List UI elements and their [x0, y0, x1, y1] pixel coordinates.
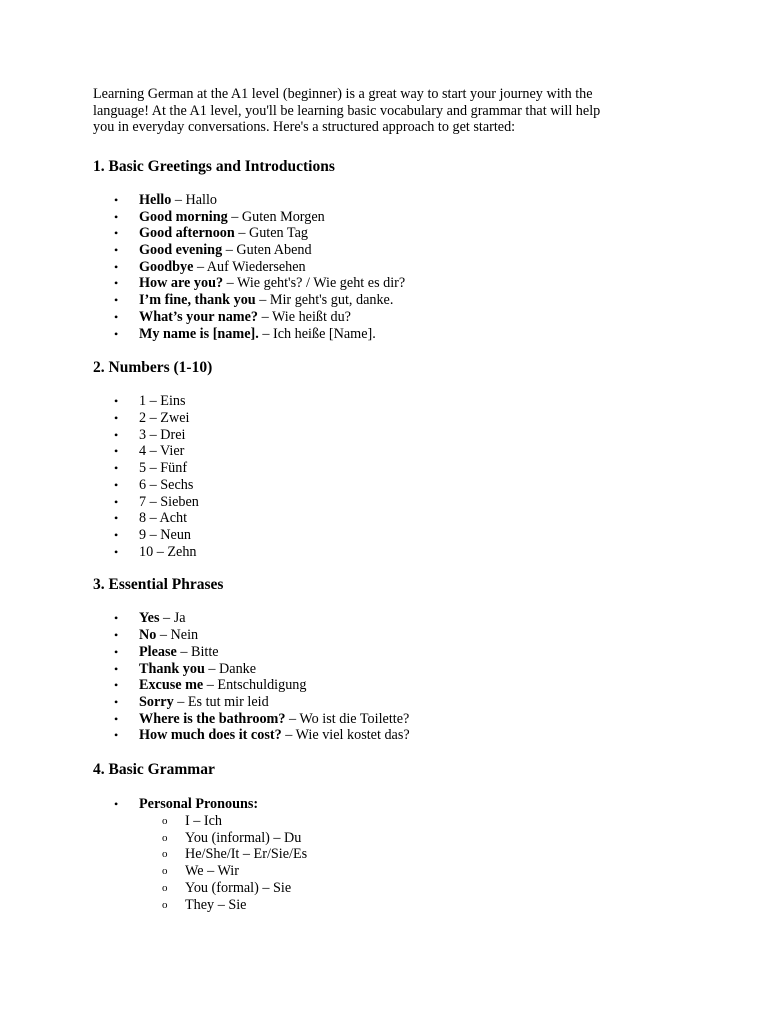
bullet-icon: •: [114, 494, 119, 509]
section-heading-phrases: 3. Essential Phrases: [93, 576, 224, 594]
term: Yes: [139, 610, 160, 627]
bullet-icon: •: [114, 644, 119, 659]
numbers-list: [93, 393, 693, 560]
list-item: [93, 192, 693, 209]
term: How are you?: [139, 275, 224, 292]
bullet-icon: •: [114, 242, 119, 257]
term: Personal Pronouns:: [139, 796, 259, 813]
document-page: [93, 86, 693, 913]
bullet-icon: •: [114, 528, 119, 542]
circle-bullet-icon: o: [162, 898, 168, 911]
bullet-icon: •: [114, 797, 119, 812]
intro-line: you in everyday conversations. Here's a structured approach to get started:: [93, 119, 516, 136]
list-item: [93, 443, 693, 460]
number-entry: 10 – Zehn: [139, 543, 197, 560]
term: Goodbye: [139, 258, 194, 275]
pronoun-entry: You (formal) – Sie: [185, 879, 292, 896]
bullet-icon: •: [114, 444, 119, 459]
number-entry: 7 – Sieben: [139, 493, 199, 510]
bullet-icon: •: [114, 259, 119, 274]
section-heading-grammar: 4. Basic Grammar: [93, 761, 215, 779]
bullet-icon: •: [114, 628, 119, 643]
bullet-icon: •: [114, 209, 119, 224]
translation: – Ja: [159, 610, 186, 627]
bullet-icon: •: [114, 695, 119, 710]
translation: – Nein: [156, 627, 199, 644]
circle-bullet-icon: o: [162, 881, 168, 894]
bullet-icon: •: [114, 511, 119, 526]
term: Good evening: [139, 241, 223, 258]
sub-list-item: [93, 897, 693, 914]
pronoun-entry: You (informal) – Du: [185, 829, 302, 846]
list-item: [93, 209, 693, 226]
translation: – Wo ist die Toilette?: [285, 710, 410, 727]
term: Good afternoon: [139, 225, 235, 242]
term: Sorry: [139, 694, 174, 711]
term: Please: [139, 643, 177, 660]
term: I’m fine, thank you: [139, 292, 256, 309]
list-item: [93, 610, 693, 627]
translation: – Es tut mir leid: [173, 694, 269, 711]
circle-bullet-icon: o: [162, 848, 168, 861]
section-heading-greetings: 1. Basic Greetings and Introductions: [93, 157, 335, 175]
number-entry: 4 – Vier: [139, 443, 185, 460]
circle-bullet-icon: o: [162, 814, 168, 827]
bullet-icon: •: [114, 711, 119, 726]
number-entry: 2 – Zwei: [139, 409, 190, 426]
list-item: [93, 393, 693, 410]
list-item: [93, 527, 693, 544]
section-heading-numbers: 2. Numbers (1-10): [93, 359, 213, 377]
bullet-icon: •: [114, 544, 119, 559]
list-item: [93, 477, 693, 494]
list-item: [93, 427, 693, 444]
translation: – Bitte: [176, 643, 219, 660]
bullet-icon: •: [114, 427, 119, 442]
list-item: [93, 677, 693, 694]
translation: – Guten Abend: [222, 241, 312, 258]
circle-bullet-icon: o: [162, 865, 168, 878]
term: Hello: [139, 191, 172, 208]
term: What’s your name?: [139, 308, 259, 325]
bullet-icon: •: [114, 309, 119, 324]
number-entry: 3 – Drei: [139, 426, 186, 443]
bullet-icon: •: [114, 661, 119, 676]
number-entry: 5 – Fünf: [139, 460, 188, 477]
list-item: [93, 510, 693, 527]
list-item: [93, 711, 693, 728]
translation: – Wie heißt du?: [258, 308, 351, 325]
translation: – Guten Morgen: [227, 208, 325, 225]
bullet-icon: •: [114, 226, 119, 241]
term: No: [139, 627, 157, 644]
pronoun-entry: I – Ich: [185, 812, 223, 829]
list-item: [93, 326, 693, 343]
list-item: [93, 242, 693, 259]
list-item: [93, 309, 693, 326]
intro-line: language! At the A1 level, you'll be learning basic vocabulary and grammar that will help: [93, 102, 601, 119]
number-entry: 1 – Eins: [139, 393, 186, 410]
sub-list-item: [93, 846, 693, 863]
bullet-icon: •: [114, 477, 119, 492]
list-item: [93, 727, 693, 744]
sub-list-item: [93, 863, 693, 880]
term: Good morning: [139, 208, 228, 225]
bullet-icon: •: [114, 326, 119, 341]
bullet-icon: •: [114, 394, 119, 409]
greetings-list: [93, 192, 693, 342]
list-item: [93, 694, 693, 711]
bullet-icon: •: [114, 611, 119, 626]
intro-paragraph: [93, 86, 693, 136]
bullet-icon: •: [114, 410, 119, 425]
list-item: [93, 292, 693, 309]
list-item: [93, 627, 693, 644]
number-entry: 9 – Neun: [139, 527, 192, 543]
term: How much does it cost?: [139, 727, 282, 744]
list-item: [93, 661, 693, 678]
pronoun-entry: He/She/It – Er/Sie/Es: [185, 846, 308, 863]
bullet-icon: •: [114, 461, 119, 476]
grammar-list: [93, 796, 693, 913]
bullet-icon: •: [114, 293, 119, 308]
translation: – Hallo: [171, 191, 218, 208]
sub-list-item: [93, 813, 693, 830]
bullet-icon: •: [114, 192, 119, 207]
list-item: [93, 225, 693, 242]
bullet-icon: •: [114, 276, 119, 291]
translation: – Entschuldigung: [203, 677, 307, 694]
pronoun-entry: We – Wir: [185, 863, 239, 880]
pronoun-entry: They – Sie: [185, 896, 247, 913]
term: Excuse me: [139, 677, 204, 694]
list-item: [93, 410, 693, 427]
list-item: [93, 259, 693, 276]
translation: – Auf Wiedersehen: [193, 258, 306, 275]
bullet-icon: •: [114, 678, 119, 693]
translation: – Wie viel kostet das?: [281, 727, 410, 744]
translation: – Wie geht's? / Wie geht es dir?: [223, 275, 406, 292]
list-item: [93, 494, 693, 511]
bullet-icon: •: [114, 728, 119, 743]
number-entry: 8 – Acht: [139, 510, 188, 527]
translation: – Mir geht's gut, danke.: [255, 292, 394, 309]
term: Thank you: [139, 660, 205, 677]
list-item: [93, 644, 693, 661]
term: My name is [name].: [139, 325, 259, 342]
number-entry: 6 – Sechs: [139, 476, 194, 493]
sub-list-item: [93, 830, 693, 847]
list-item: [93, 460, 693, 477]
translation: – Danke: [204, 660, 257, 677]
sub-list-item: [93, 880, 693, 897]
translation: – Guten Tag: [234, 225, 308, 242]
term: Where is the bathroom?: [139, 710, 286, 727]
circle-bullet-icon: o: [162, 831, 168, 844]
phrases-list: [93, 610, 693, 744]
intro-line: Learning German at the A1 level (beginner) is a great way to start your journey with the: [93, 86, 593, 102]
translation: – Ich heiße [Name].: [258, 325, 376, 342]
list-item: [93, 275, 693, 292]
list-item: [93, 796, 693, 813]
list-item: [93, 544, 693, 561]
